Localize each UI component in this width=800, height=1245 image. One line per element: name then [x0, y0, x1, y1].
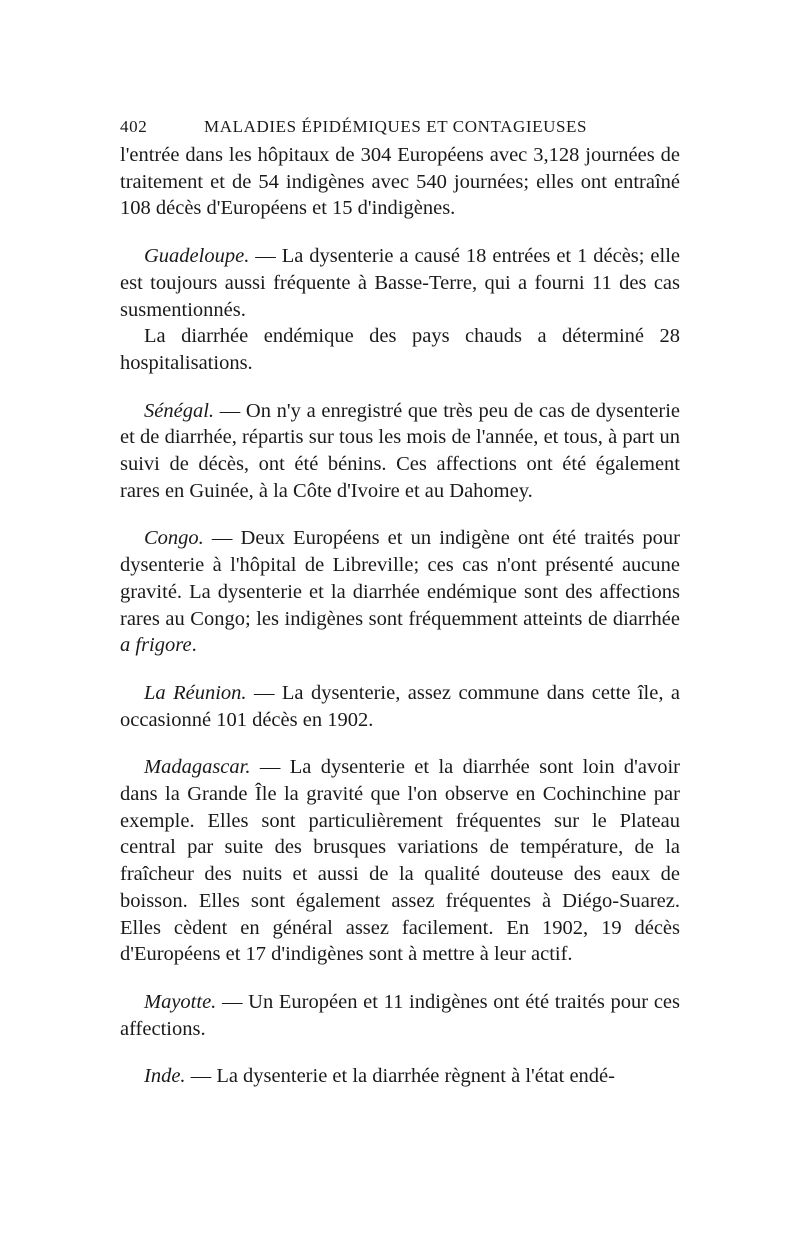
place-name: Congo.	[144, 527, 204, 550]
paragraph-text: — La dysenterie et la diarrhée règnent à l'état endé-	[185, 1065, 615, 1088]
place-name: Sénégal.	[144, 399, 215, 422]
paragraph-text: — On n'y a enregistré que très peu de cas de dysenterie et de diarrhée, répartis sur tous les mois de l'année, et tous, à part un suivi de décès, ont été bénins. Ces affections ont été également rares en Guinée, à la Côte d'Ivoire et au Dahomey.	[120, 399, 680, 502]
running-title: MALADIES ÉPIDÉMIQUES ET CONTAGIEUSES	[204, 117, 588, 136]
running-header	[120, 112, 680, 142]
page-number: 402	[120, 117, 148, 136]
paragraph-congo	[120, 525, 680, 659]
paragraph-senegal	[120, 398, 680, 505]
paragraph-guadeloupe	[120, 243, 680, 323]
paragraph-text-end: .	[191, 634, 197, 657]
paragraph-reunion	[120, 680, 680, 733]
paragraph-text: l'entrée dans les hôpitaux de 304 Européens avec 3,128 journées de traitement et de 54 indigènes avec 540 journées; elles ont entraîné 108 décès d'Européens et 15 d'indigènes.	[120, 144, 680, 220]
paragraph-text: La diarrhée endémique des pays chauds a déterminé 28 hospitalisations.	[120, 325, 680, 374]
place-name: Inde.	[144, 1065, 186, 1088]
paragraph-continuation	[120, 142, 680, 222]
paragraph-text: — Un Européen et 11 indigènes ont été traités pour ces affections.	[120, 990, 680, 1040]
body-text	[120, 142, 680, 1090]
book-page	[120, 112, 680, 1090]
paragraph-text: — La dysenterie et la diarrhée sont loin d'avoir dans la Grande Île la gravité que l'on observe en Cochinchine par exemple. Elles sont particulièrement fréquentes sur le Plateau central par suite des brusques variations de température, de la fraîcheur des nuits et aussi de la qualité douteuse des eaux de boisson. Elles sont également assez fréquentes à Diégo-Suarez. Elles cèdent en général assez facilement. En 1902, 19 décès d'Européens et 17 d'indigènes sont à mettre à leur actif.	[120, 756, 680, 966]
place-name: La Réunion.	[144, 681, 247, 704]
paragraph-madagascar	[120, 754, 680, 968]
italic-phrase: a frigore	[120, 634, 192, 657]
paragraph-text: — Deux Européens et un indigène ont été traités pour dysenterie à l'hôpital de Libreville; ces cas n'ont présenté aucune gravité. La dysenterie et la diarrhée endémique sont des affections rares au Congo; les indigènes sont fréquemment atteints de diarrhée	[120, 527, 680, 630]
paragraph-text: — La dysenterie a causé 18 entrées et 1 décès; elle est toujours aussi fréquente à Basse-Terre, qui a fourni 11 des cas susmentionnés.	[120, 245, 680, 321]
paragraph-inde	[120, 1063, 680, 1090]
place-name: Guadeloupe.	[144, 245, 250, 268]
paragraph-text: — La dysenterie, assez commune dans cette île, a occasionné 101 décès en 1902.	[120, 681, 680, 731]
place-name: Mayotte.	[144, 990, 217, 1013]
paragraph-mayotte	[120, 989, 680, 1042]
place-name: Madagascar.	[144, 756, 251, 779]
paragraph-guadeloupe-diarrhee	[120, 323, 680, 376]
